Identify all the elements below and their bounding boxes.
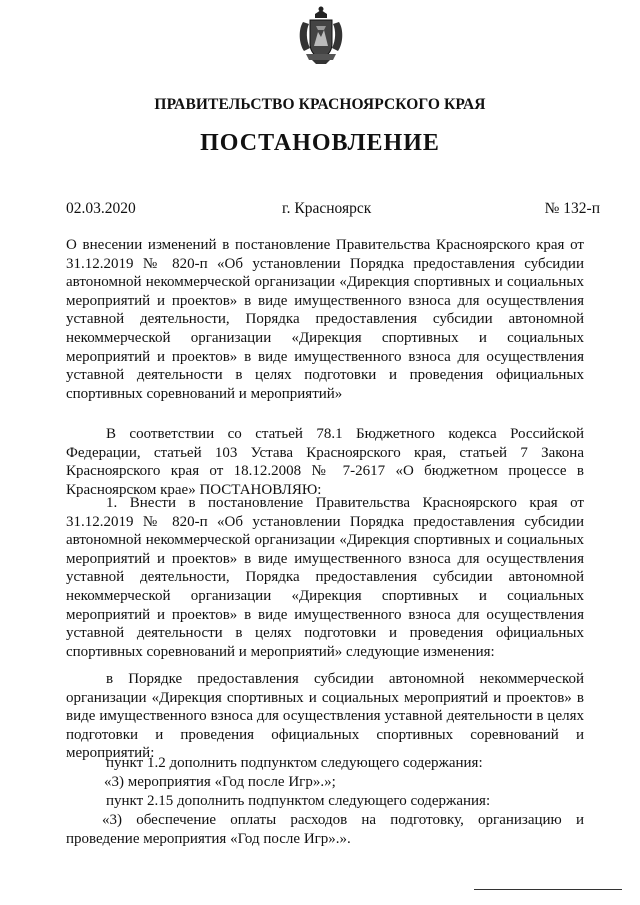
document-city: г. Красноярск	[282, 200, 372, 217]
document-subject: О внесении изменений в постановление Правительства Красноярского края от 31.12.2019 № 820-п «Об установлении Порядка предоставления субсидии автономной некоммерческой организации «Дирекция спортивных и социальных мероприятий и проектов» в виде имущественного взноса для осуществления уставной деятельности, Порядка предоставления субсидии автономной некоммерческой организации «Дирекция спортивных и социальных мероприятий и проектов» в виде имущественного взноса для осуществления уставной деятельности в целях подготовки и проведения официальных спортивных соревнований и мероприятий»	[66, 237, 584, 402]
preamble-paragraph: В соответствии со статьей 78.1 Бюджетного кодекса Российской Федерации, статьей 103 Устава Красноярского края, статьей 7 Закона Красноярского края от 18.12.2008 № 7-2617 «О бюджетном процессе в Красноярском крае» ПОСТАНОВЛЯЮ:	[66, 426, 584, 498]
document-number: № 132-п	[544, 200, 600, 217]
government-name: ПРАВИТЕЛЬСТВО КРАСНОЯРСКОГО КРАЯ	[154, 96, 486, 113]
coat-of-arms-icon	[296, 4, 346, 66]
point-1-2-line: пункт 1.2 дополнить подпунктом следующего содержания:	[106, 755, 483, 771]
item-1-paragraph: 1. Внести в постановление Правительства Красноярского края от 31.12.2019 № 820-п «Об установлении Порядка предоставления субсидии автономной некоммерческой организации «Дирекция спортивных и социальных мероприятий и проектов» в виде имущественного взноса для осуществления уставной деятельности, Порядка предоставления субсидии автономной некоммерческой организации «Дирекция спортивных и социальных мероприятий и проектов» в виде имущественного взноса для осуществления уставной деятельности в целях подготовки и проведения официальных спортивных соревнований и мероприятий» следующие изменения:	[66, 495, 584, 660]
document-date: 02.03.2020	[66, 200, 136, 217]
subpoint-1-2-line: «3) мероприятия «Год после Игр».»;	[104, 774, 336, 790]
order-changes-paragraph: в Порядке предоставления субсидии автономной некоммерческой организации «Дирекция спортивных и социальных мероприятий и проектов» в виде имущественного взноса для осуществления уставной деятельности в целях подготовки и проведения официальных спортивных соревнований и мероприятий:	[66, 671, 584, 762]
footer-divider	[474, 889, 622, 890]
document-type: ПОСТАНОВЛЕНИЕ	[200, 130, 440, 156]
point-2-15-line: пункт 2.15 дополнить подпунктом следующего содержания:	[106, 793, 491, 809]
subpoint-2-15-paragraph: «3) обеспечение оплаты расходов на подготовку, организацию и проведение мероприятия «Год после Игр».».	[66, 812, 584, 847]
